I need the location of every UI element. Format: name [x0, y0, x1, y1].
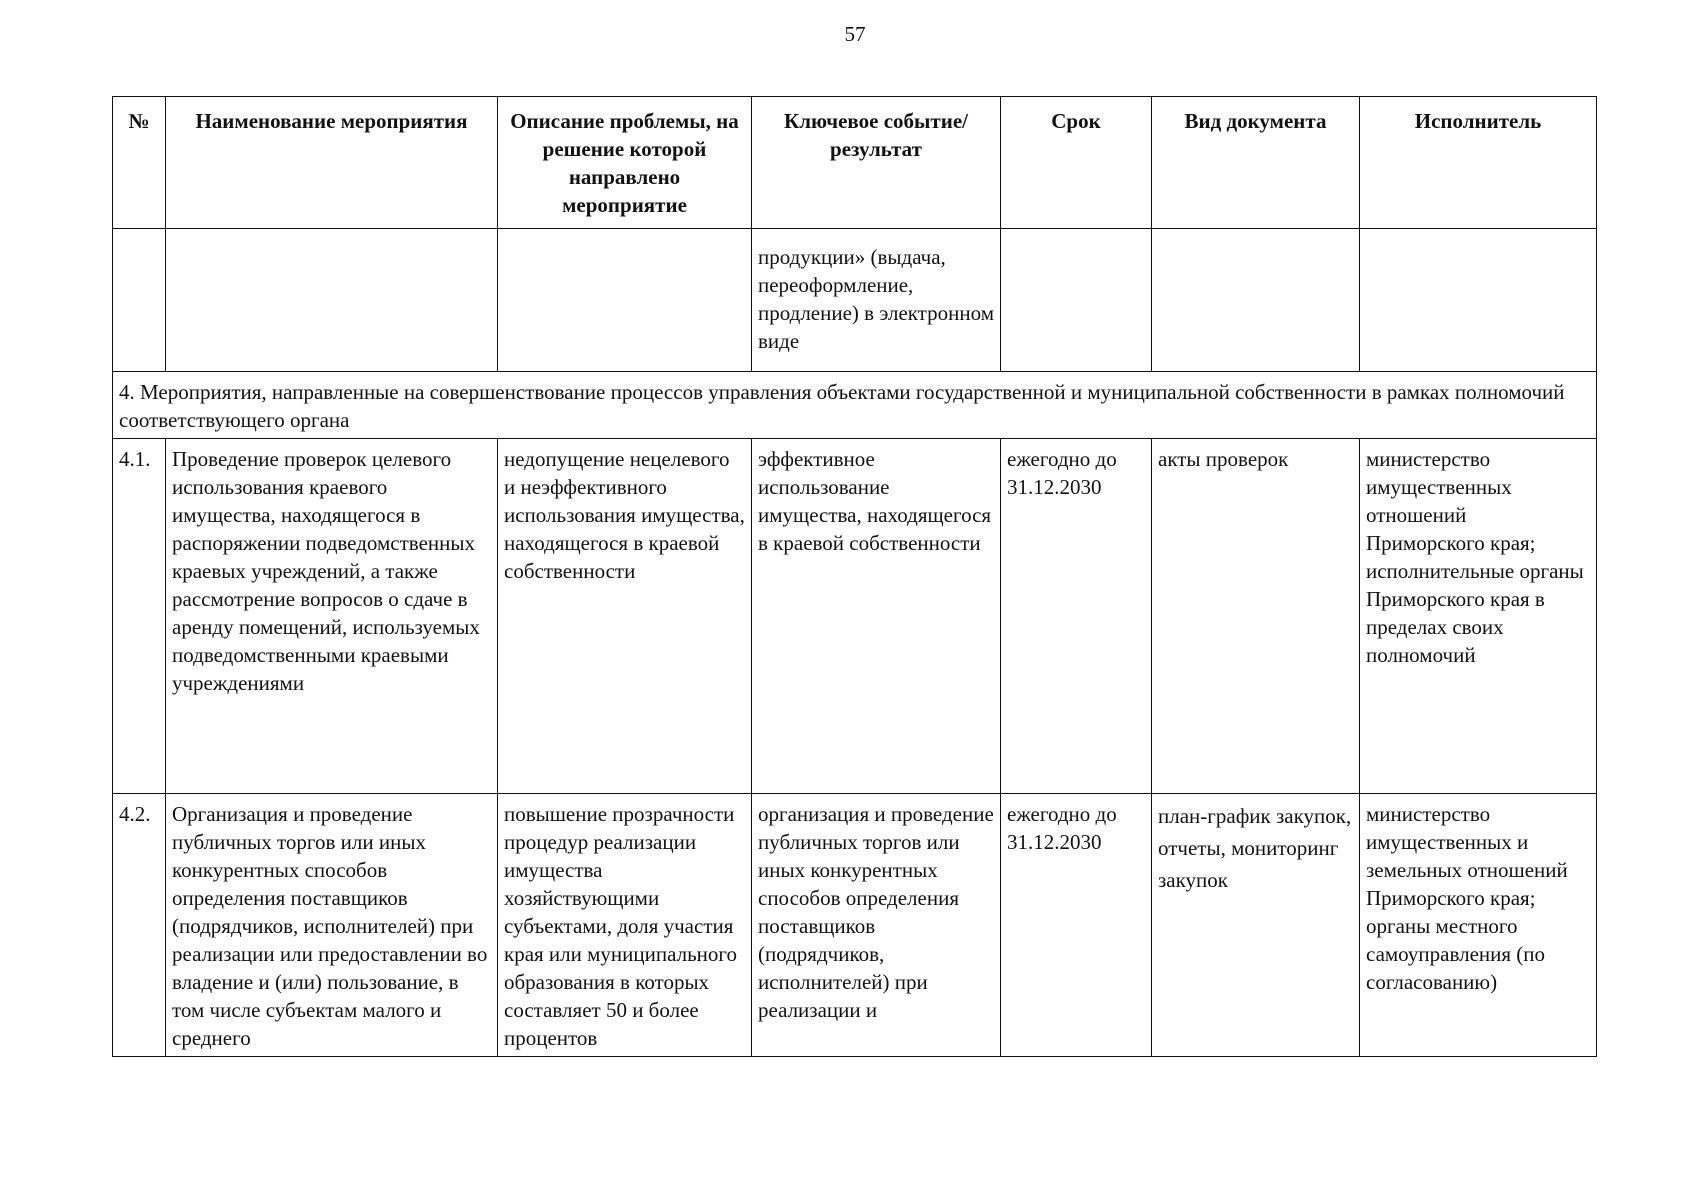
- cell-name: Проведение проверок целевого использования краевого имущества, находящегося в распоряжении подведомственных краевых учреждений, а также рассмотрение вопросов о сдаче в аренду помещений, используемых подведомственными краевыми учреждениями: [166, 439, 498, 794]
- cell-empty: [1001, 229, 1152, 372]
- cell-num: 4.2.: [113, 794, 166, 1057]
- table-row: [113, 439, 1597, 794]
- cell-problem: повышение прозрачности процедур реализации имущества хозяйствующими субъектами, доля участия края или муниципального образования в которых составляет 50 и более процентов: [498, 794, 752, 1057]
- cell-deadline: ежегодно до 31.12.2030: [1001, 439, 1152, 794]
- header-deadline: Срок: [1001, 97, 1152, 229]
- cell-name: Организация и проведение публичных торгов или иных конкурентных способов определения поставщиков (подрядчиков, исполнителей) при реализации или предоставлении во владение и (или) пользование, в том числе субъектам малого и среднего: [166, 794, 498, 1057]
- header-problem: Описание проблемы, на решение которой направлено мероприятие: [498, 97, 752, 229]
- cell-empty: [1360, 229, 1597, 372]
- header-num: №: [113, 97, 166, 229]
- cell-num: 4.1.: [113, 439, 166, 794]
- cell-result: продукции» (выдача, переоформление, продление) в электронном виде: [752, 229, 1001, 372]
- page-number: 57: [844, 22, 866, 46]
- cell-result: эффективное использование имущества, находящегося в краевой собственности: [752, 439, 1001, 794]
- cell-result: организация и проведение публичных торгов или иных конкурентных способов определения поставщиков (подрядчиков, исполнителей) при реализации и: [752, 794, 1001, 1057]
- section-title: 4. Мероприятия, направленные на совершенствование процессов управления объектами государственной и муниципальной собственности в рамках полномочий соответствующего органа: [113, 372, 1597, 439]
- cell-doc-type: акты проверок: [1152, 439, 1360, 794]
- cell-empty: [1152, 229, 1360, 372]
- table-row-continued: [113, 229, 1597, 372]
- table-header-row: [113, 97, 1597, 229]
- cell-empty: [113, 229, 166, 372]
- measures-table: [112, 96, 1597, 1057]
- cell-deadline: ежегодно до 31.12.2030: [1001, 794, 1152, 1057]
- cell-doc-type: план-график закупок, отчеты, мониторинг закупок: [1152, 794, 1360, 1057]
- table-row: [113, 794, 1597, 1057]
- header-executor: Исполнитель: [1360, 97, 1597, 229]
- header-name: Наименование мероприятия: [166, 97, 498, 229]
- header-doc-type: Вид документа: [1152, 97, 1360, 229]
- cell-empty: [166, 229, 498, 372]
- cell-executor: министерство имущественных и земельных отношений Приморского края; органы местного самоуправления (по согласованию): [1360, 794, 1597, 1057]
- section-row: [113, 372, 1597, 439]
- cell-executor: министерство имущественных отношений Приморского края; исполнительные органы Приморского края в пределах своих полномочий: [1360, 439, 1597, 794]
- cell-problem: недопущение нецелевого и неэффективного использования имущества, находящегося в краевой собственности: [498, 439, 752, 794]
- cell-empty: [498, 229, 752, 372]
- header-result: Ключевое событие/результат: [752, 97, 1001, 229]
